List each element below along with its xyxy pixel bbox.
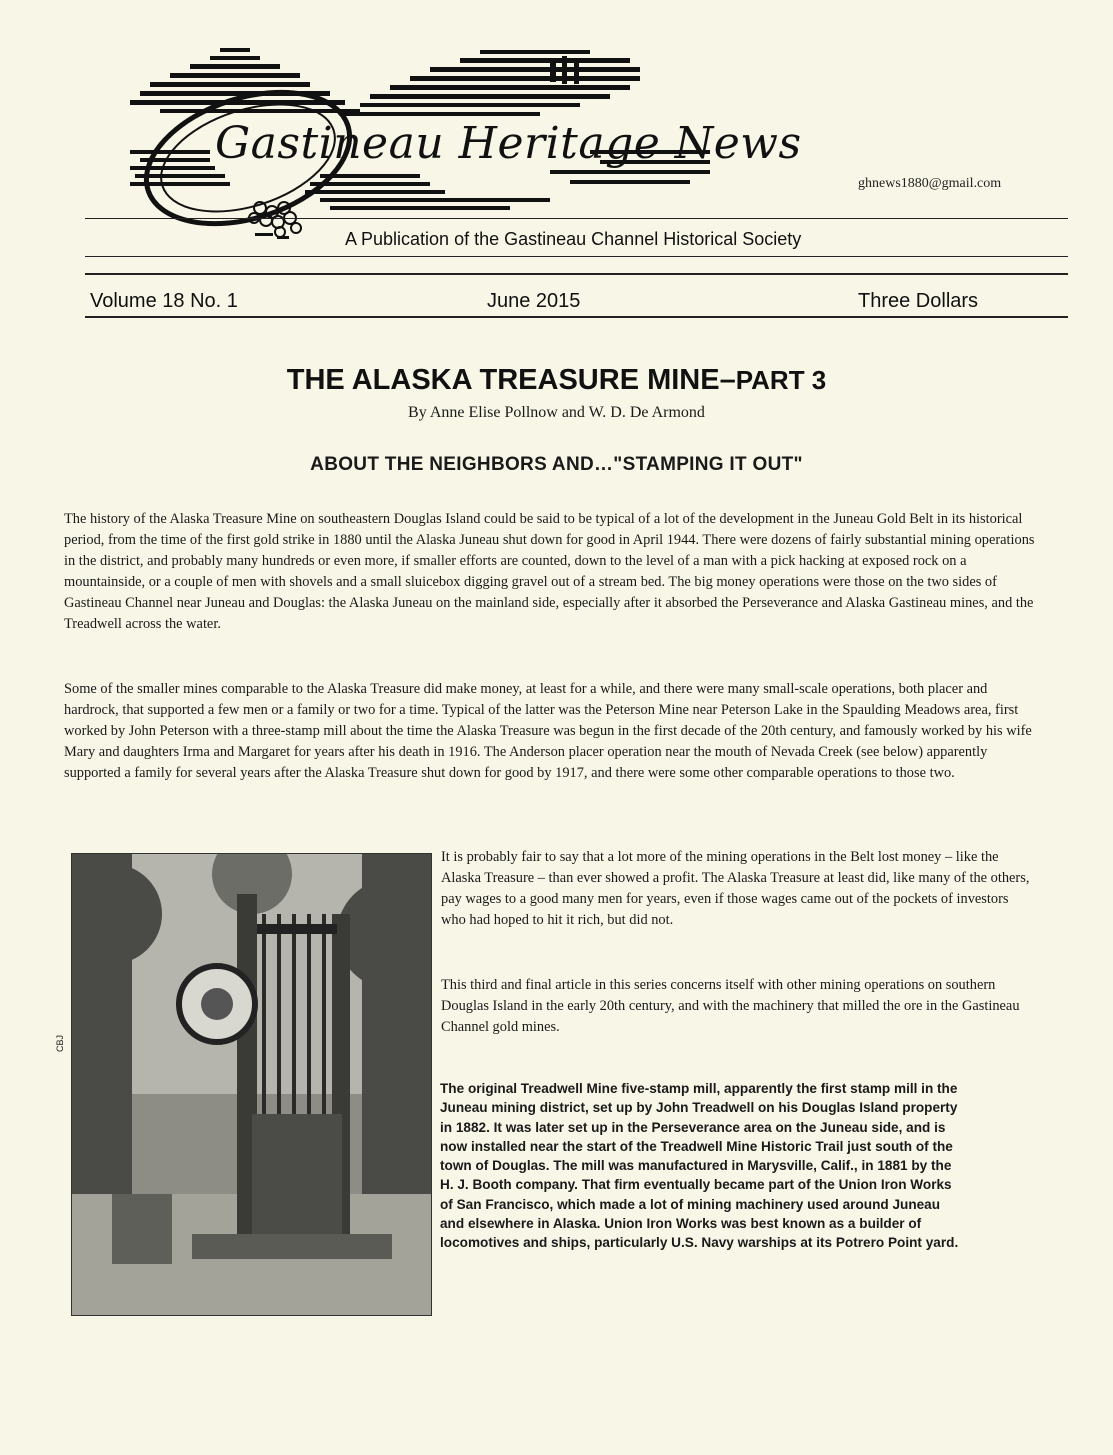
- stamp-mill-photo: [71, 853, 432, 1316]
- masthead-rule-bottom: [85, 256, 1068, 257]
- article-byline: By Anne Elise Pollnow and W. D. De Armond: [408, 404, 705, 421]
- masthead-title: Gastineau Heritage News: [215, 118, 802, 169]
- article-paragraph-2: Some of the smaller mines comparable to the Alaska Treasure did make money, at least for a while, and there were many small-scale operations, both placer and hardrock, that supported a few men or a family or two for a time. Typical of the latter was the Peterson Mine near Peterson Lake in the Spaulding Meadows area, first worked by John Peterson with a three-stamp mill about the time the Alaska Treasure was begun in the first decade of the 20th century, and famously worked by his wife Mary and daughters Irma and Margaret for years after his death in 1916. The Anderson placer operation near the mouth of Nevada Creek (see below) apparently supported a family for several years after the Alaska Treasure shut down for good by 1917, and there were some other comparable operations to those two.: [64, 681, 1032, 781]
- article-paragraph-1: The history of the Alaska Treasure Mine on southeastern Douglas Island could be said to be typical of a lot of the development in the Juneau Gold Belt in its historical period, from the time of the first gold strike in 1880 until the Alaska Juneau shut down for good in April 1944. There were dozens of fairly substantial mining operations in the district, and probably many hundreds or even more, if smaller efforts are counted, down to the level of a man with a pick hacking at exposed rock on a mountainside, or a couple of men with shovels and a small sluicebox digging gravel out of a stream bed. The big money operations were those on the two sides of Gastineau Channel near Juneau and Douglas: the Alaska Juneau on the mainland side, especially after it absorbed the Perseverance and Alaska Gastineau mines, and the Treadwell across the water.: [64, 511, 1035, 632]
- stamp-mill-illustration: [72, 854, 431, 1315]
- issue-date: June 2015: [487, 290, 581, 312]
- issue-rule-top: [85, 273, 1068, 275]
- contact-email[interactable]: ghnews1880@gmail.com: [858, 176, 1002, 191]
- headline-part: PART 3: [735, 365, 827, 395]
- issue-price: Three Dollars: [858, 290, 979, 312]
- article-paragraph-3: It is probably fair to say that a lot more of the mining operations in the Belt lost money – like the Alaska Treasure – than ever showed a profit. The Alaska Treasure at least did, like many of the others, pay wages to a good many men for years, even if those wages came out of the pockets of investors who had hoped to hit it rich, but did not.: [441, 849, 1030, 928]
- article-paragraph-4: This third and final article in this series concerns itself with other mining operations on southern Douglas Island in the early 20th century, and with the machinery that milled the ore in the Gastineau Channel gold mines.: [441, 977, 1020, 1035]
- photo-caption: The original Treadwell Mine five-stamp mill, apparently the first stamp mill in the Juneau mining district, set up by John Treadwell on his Douglas Island property in 1882. It was later set up in the Perseverance area on the Juneau side, and is now installed near the start of the Treadwell Mine Historic Trail just south of the town of Douglas. The mill was manufactured in Marysville, Calif., in 1881 by the H. J. Booth company. That firm eventually became part of the Union Iron Works of San Francisco, which made a lot of mining machinery used around Juneau and elsewhere in Alaska. Union Iron Works was best known as a builder of locomotives and ships, particularly U.S. Navy warships at its Potrero Point yard.: [440, 1081, 959, 1251]
- masthead-rule-top: [85, 218, 1068, 219]
- issue-volume: Volume 18 No. 1: [90, 290, 238, 312]
- photo-credit: CBJ: [55, 1034, 65, 1052]
- headline-main: THE ALASKA TREASURE MINE–: [286, 364, 736, 396]
- article-headline: [0, 364, 1113, 397]
- issue-rule-bottom: [85, 316, 1068, 318]
- article-subhead: ABOUT THE NEIGHBORS AND…"STAMPING IT OUT": [310, 454, 803, 475]
- publication-tagline: A Publication of the Gastineau Channel Historical Society: [345, 229, 802, 249]
